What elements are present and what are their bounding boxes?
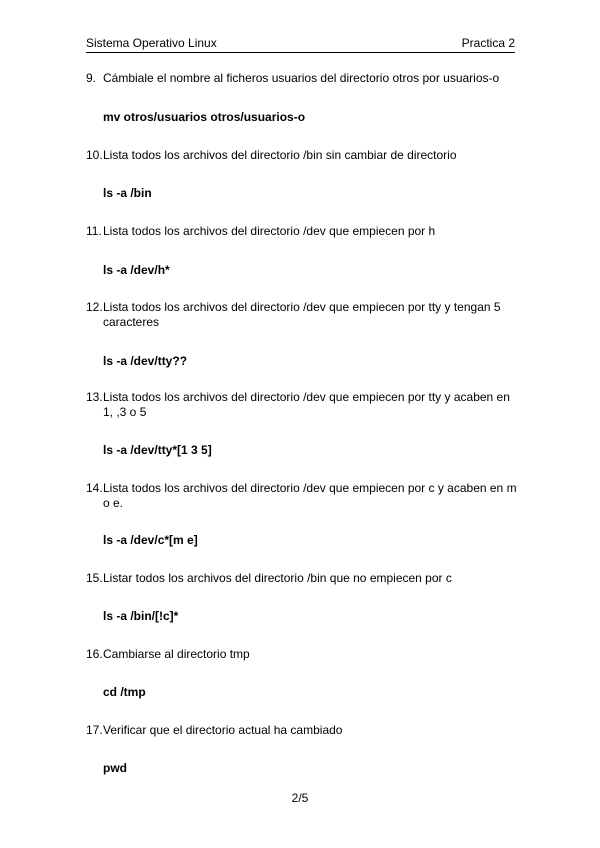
question-text: Verificar que el directorio actual ha cambiado xyxy=(103,723,343,737)
page-header xyxy=(86,36,515,53)
answer-command-9: mv otros/usuarios otros/usuarios-o xyxy=(103,110,306,124)
answer-command-12: ls -a /dev/tty?? xyxy=(103,354,188,368)
answer-command-10: ls -a /bin xyxy=(103,186,152,200)
question-item-16 xyxy=(86,647,518,662)
question-number: 12. xyxy=(86,300,103,314)
answer-command-13: ls -a /dev/tty*[1 3 5] xyxy=(103,443,212,457)
question-number: 11. xyxy=(86,224,102,238)
answer-command-16: cd /tmp xyxy=(103,685,146,699)
question-text: Lista todos los archivos del directorio /bin sin cambiar de directorio xyxy=(103,148,457,162)
question-item-15 xyxy=(86,571,518,586)
question-number: 15. xyxy=(86,571,103,585)
question-text: Lista todos los archivos del directorio /dev que empiecen por c y acaben en m o e. xyxy=(103,481,517,510)
header-practice: Practica 2 xyxy=(461,36,515,50)
answer-command-17: pwd xyxy=(103,761,127,775)
question-text: Lista todos los archivos del directorio /dev que empiecen por h xyxy=(103,224,436,238)
question-number: 10. xyxy=(86,148,103,162)
question-text: Cambiarse al directorio tmp xyxy=(103,647,250,661)
question-number: 9. xyxy=(86,71,97,85)
question-text: Listar todos los archivos del directorio /bin que no empiecen por c xyxy=(103,571,452,585)
header-title: Sistema Operativo Linux xyxy=(86,36,217,50)
question-item-13 xyxy=(86,390,518,420)
answer-command-15: ls -a /bin/[!c]* xyxy=(103,609,179,623)
question-number: 14. xyxy=(86,481,103,495)
question-item-14 xyxy=(86,481,518,511)
answer-command-14: ls -a /dev/c*[m e] xyxy=(103,533,198,547)
answer-command-11: ls -a /dev/h* xyxy=(103,263,170,277)
question-item-11 xyxy=(86,224,518,239)
question-item-10 xyxy=(86,148,518,163)
question-number: 16. xyxy=(86,647,103,661)
question-number: 13. xyxy=(86,390,103,404)
page-number: 2/5 xyxy=(291,791,309,805)
question-item-9 xyxy=(86,71,518,86)
question-text: Lista todos los archivos del directorio /dev que empiecen por tty y tengan 5 caracteres xyxy=(103,300,501,329)
question-item-12 xyxy=(86,300,518,330)
question-item-17 xyxy=(86,723,518,738)
question-number: 17. xyxy=(86,723,103,737)
question-text: Cámbiale el nombre al ficheros usuarios del directorio otros por usuarios-o xyxy=(103,71,500,85)
question-text: Lista todos los archivos del directorio /dev que empiecen por tty y acaben en 1, ,3 o 5 xyxy=(103,390,510,419)
